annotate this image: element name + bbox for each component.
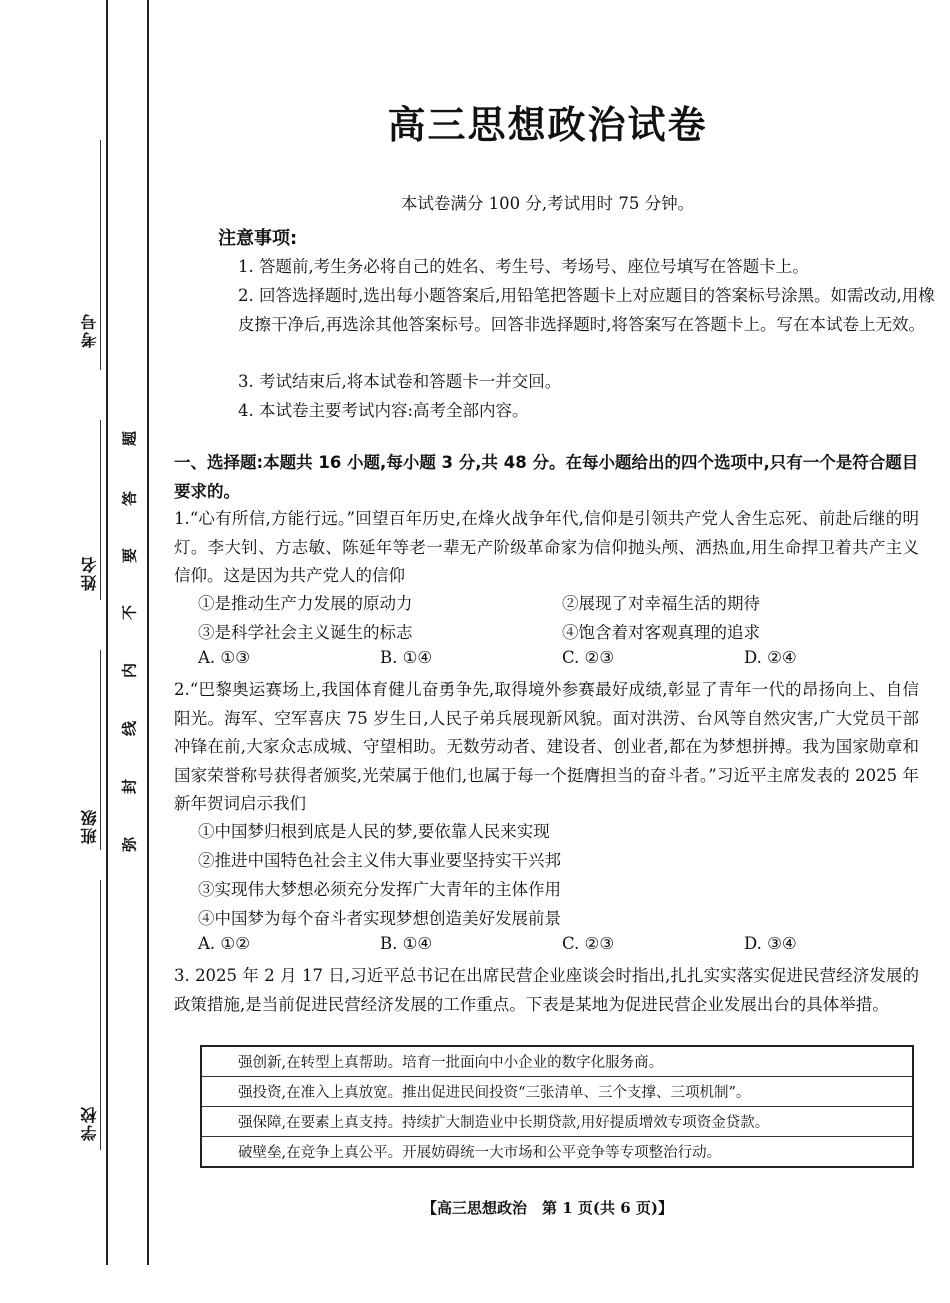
seal-char: 题 [120, 431, 139, 447]
binding-margin [0, 0, 150, 1303]
table-cell: 破壁垒,在竞争上真公平。开展妨碍统一大市场和公平竞争等专项整治行动。 [201, 1137, 913, 1168]
statement: ②推进中国特色社会主义伟大事业要坚持实干兴邦 [198, 851, 561, 870]
question-stem: 2.“巴黎奥运赛场上,我国体育健儿奋勇争先,取得境外参赛最好成绩,彰显了青年一代的昂扬向上、自信阳光。海军、空军喜庆 75 岁生日,人民子弟兵展现新风貌。面对洪涝、台风等自然灾害,广大党员干部冲锋在前,大家众志成城、守望相助。无数劳动者、建设者、创业者,都在为梦想拼搏。我为国家勋章和国家荣誉称号获得者颁奖,光荣属于他们,也属于每一个挺膺担当的奋斗者。”习近平主席发表的 2025 年新年贺词启示我们 [174, 680, 919, 813]
seal-char: 弥 [120, 837, 139, 853]
statement: ①是推动生产力发展的原动力 [198, 594, 413, 613]
question-stem: 3. 2025 年 2 月 17 日,习近平总书记在出席民营企业座谈会时指出,扎扎实实落实促进民营经济发展的政策措施,是当前促进民营经济发展的工作重点。下表是某地为促进民营企业发展出台的具体举措。 [174, 966, 919, 1014]
statement: ③是科学社会主义诞生的标志 [198, 623, 413, 642]
statement: ④饱含着对客观真理的追求 [562, 623, 760, 642]
table-row [201, 1077, 913, 1107]
notice-item-text: 2. 回答选择题时,选出每小题答案后,用铅笔把答题卡上对应题目的答案标号涂黑。如需改动,用橡皮擦干净后,再选涂其他答案标号。回答非选择题时,将答案写在答题卡上。写在本试卷上无效。 [238, 286, 935, 334]
answer-choice[interactable]: C. ②③ [562, 648, 615, 667]
statement: ③实现伟大梦想必须充分发挥广大青年的主体作用 [198, 880, 561, 899]
answer-choice[interactable]: B. ①④ [380, 934, 433, 953]
table-cell: 强保障,在要素上真支持。持续扩大制造业中长期贷款,用好提质增效专项资金贷款。 [201, 1107, 913, 1137]
answer-choice[interactable]: D. ②④ [744, 648, 797, 667]
notice-title: 注意事项: [218, 228, 298, 249]
table-row [201, 1137, 913, 1168]
notice-item [218, 281, 938, 339]
measures-table [200, 1045, 914, 1168]
statement: ④中国梦为每个奋斗者实现梦想创造美好发展前景 [198, 909, 561, 928]
question-stem: 1.“心有所信,方能行远。”回望百年历史,在烽火战争年代,信仰是引领共产党人舍生忘死、前赴后继的明灯。李大钊、方志敏、陈延年等老一辈无产阶级革命家为信仰抛头颅、洒热血,用生命捍卫着共产主义信仰。这是因为共产党人的信仰 [174, 509, 919, 585]
field-label-class: 班级 [80, 808, 99, 844]
seal-char: 封 [120, 779, 139, 795]
table-cell: 强投资,在准入上真放宽。推出促进民间投资“三张清单、三个支撑、三项机制”。 [201, 1077, 913, 1107]
answer-choice[interactable]: A. ①② [198, 934, 250, 953]
exam-number-blank[interactable] [100, 140, 101, 370]
seal-char: 不 [120, 605, 139, 621]
notice-item: 1. 答题前,考生务必将自己的姓名、考生号、考场号、座位号填写在答题卡上。 [238, 257, 809, 276]
page-title: 高三思想政治试卷 [387, 103, 708, 147]
binding-line-outer [106, 0, 108, 1265]
seal-char: 答 [120, 491, 139, 507]
answer-choice[interactable]: B. ①④ [380, 648, 433, 667]
table-row [201, 1046, 913, 1077]
school-blank[interactable] [100, 880, 101, 1150]
notice-item: 4. 本试卷主要考试内容:高考全部内容。 [238, 401, 529, 420]
seal-char: 线 [120, 721, 139, 737]
notice-item: 3. 考试结束后,将本试卷和答题卡一并交回。 [238, 372, 562, 391]
answer-choice[interactable]: A. ①③ [198, 648, 250, 667]
exam-info: 本试卷满分 100 分,考试用时 75 分钟。 [400, 194, 695, 213]
section-heading: 一、选择题:本题共 16 小题,每小题 3 分,共 48 分。在每小题给出的四个选项中,只有一个是符合题目要求的。 [174, 453, 919, 501]
seal-char: 要 [120, 548, 139, 564]
seal-char: 内 [120, 663, 139, 679]
statement: ①中国梦归根到底是人民的梦,要依靠人民来实现 [198, 822, 550, 841]
table-row [201, 1107, 913, 1137]
answer-choice[interactable]: D. ③④ [744, 934, 797, 953]
field-label-school: 学校 [80, 1105, 99, 1141]
class-blank[interactable] [100, 650, 101, 850]
page-footer: 【高三思想政治 第 1 页(共 6 页)】 [422, 1199, 673, 1217]
binding-line-inner [147, 0, 149, 1265]
answer-choice[interactable]: C. ②③ [562, 934, 615, 953]
statement: ②展现了对幸福生活的期待 [562, 594, 760, 613]
field-label-exam-number: 考号 [80, 312, 99, 348]
field-label-name: 姓名 [80, 555, 99, 591]
table-cell: 强创新,在转型上真帮助。培育一批面向中小企业的数字化服务商。 [201, 1046, 913, 1077]
name-blank[interactable] [100, 420, 101, 600]
